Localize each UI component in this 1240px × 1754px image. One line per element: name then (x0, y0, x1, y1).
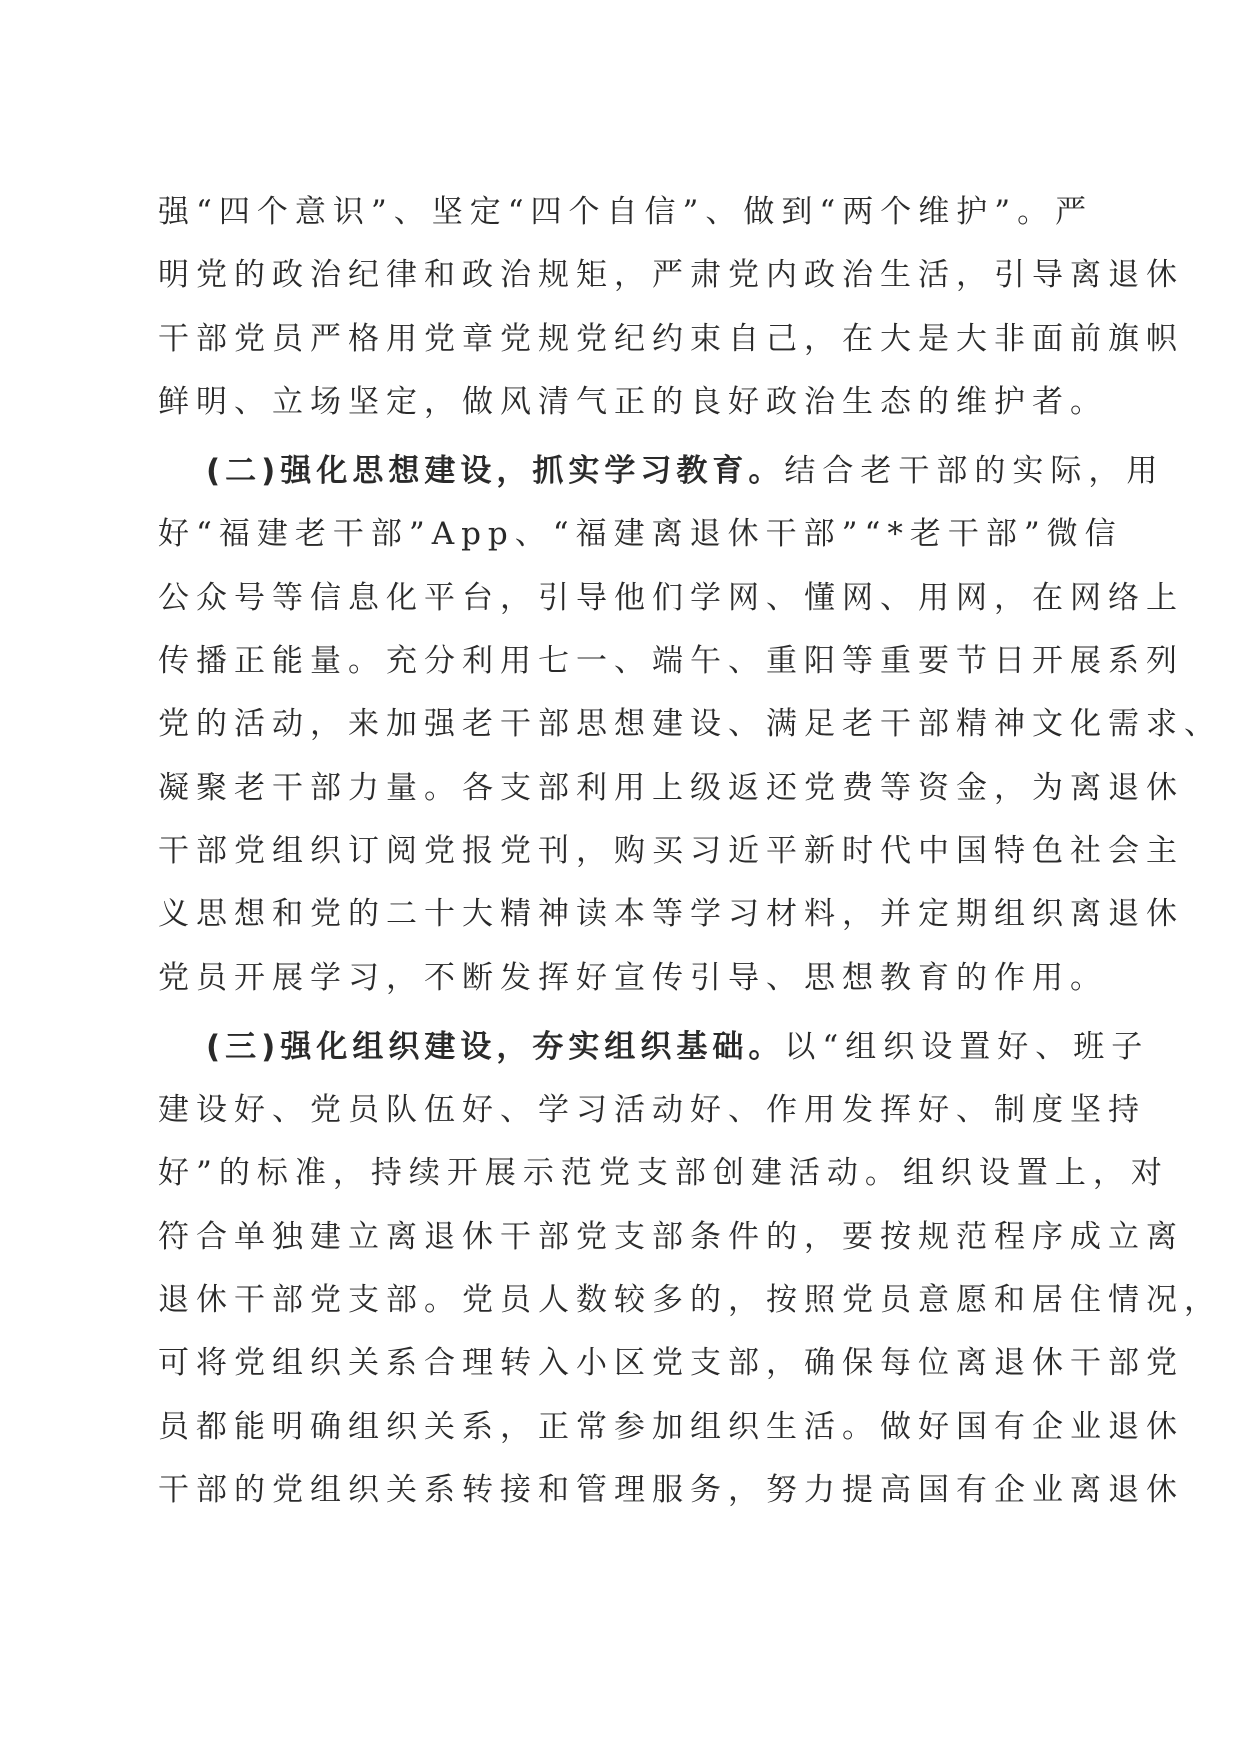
text-line: 传播正能量。充分利用七一、端午、重阳等重要节日开展系列 (158, 643, 1184, 680)
text-run: 以“组织设置好、班子 (784, 1028, 1150, 1065)
paragraph-ideological-building (158, 440, 1222, 1010)
text-line (158, 440, 1165, 503)
text-line: 干部的党组织关系转接和管理服务，努力提高国有企业离退休 (158, 1471, 1184, 1508)
document-body (158, 181, 1222, 1528)
text-line: 义思想和党的二十大精神读本等学习材料，并定期组织离退休 (158, 896, 1184, 933)
text-line: 干部党员严格用党章党规党纪约束自己，在大是大非面前旗帜 (158, 320, 1184, 357)
text-line: 明党的政治纪律和政治规矩，严肃党内政治生活，引导离退休 (158, 257, 1184, 294)
text-line: 强“四个意识”、坚定“四个自信”、做到“两个维护”。严 (158, 194, 1094, 230)
text-line: 建设好、党员队伍好、学习活动好、作用发挥好、制度坚持 (158, 1092, 1146, 1129)
section-heading: (二)强化思想建设，抓实学习教育。 (206, 453, 785, 490)
text-line: 党员开展学习，不断发挥好宣传引导、思想教育的作用。 (158, 959, 1108, 996)
paragraph-organizational-building (158, 1016, 1222, 1522)
text-line: 符合单独建立离退休干部党支部条件的，要按规范程序成立离 (158, 1218, 1184, 1255)
text-line: 公众号等信息化平台，引导他们学网、懂网、用网，在网络上 (158, 579, 1184, 616)
text-line: 凝聚老干部力量。各支部利用上级返还党费等资金，为离退休 (158, 769, 1184, 806)
text-line: 好”的标准，持续开展示范党支部创建活动。组织设置上，对 (158, 1155, 1169, 1192)
text-line: 退休干部党支部。党员人数较多的，按照党员意愿和居住情况， (158, 1282, 1222, 1319)
text-line: 员都能明确组织关系，正常参加组织生活。做好国有企业退休 (158, 1408, 1184, 1445)
text-line (158, 1016, 1150, 1079)
text-line: 党的活动，来加强老干部思想建设、满足老干部精神文化需求、 (158, 706, 1222, 743)
paragraph-political-discipline (158, 181, 1184, 434)
text-line: 干部党组织订阅党报党刊，购买习近平新时代中国特色社会主 (158, 832, 1184, 869)
text-run: 结合老干部的实际，用 (784, 453, 1165, 490)
text-line: 鲜明、立场坚定，做风清气正的良好政治生态的维护者。 (158, 383, 1108, 420)
section-heading: (三)强化组织建设，夯实组织基础。 (206, 1028, 785, 1065)
text-line: 可将党组织关系合理转入小区党支部，确保每位离退休干部党 (158, 1345, 1184, 1382)
text-line: 好“福建老干部”App、“福建离退休干部”“*老干部”微信 (158, 516, 1123, 553)
